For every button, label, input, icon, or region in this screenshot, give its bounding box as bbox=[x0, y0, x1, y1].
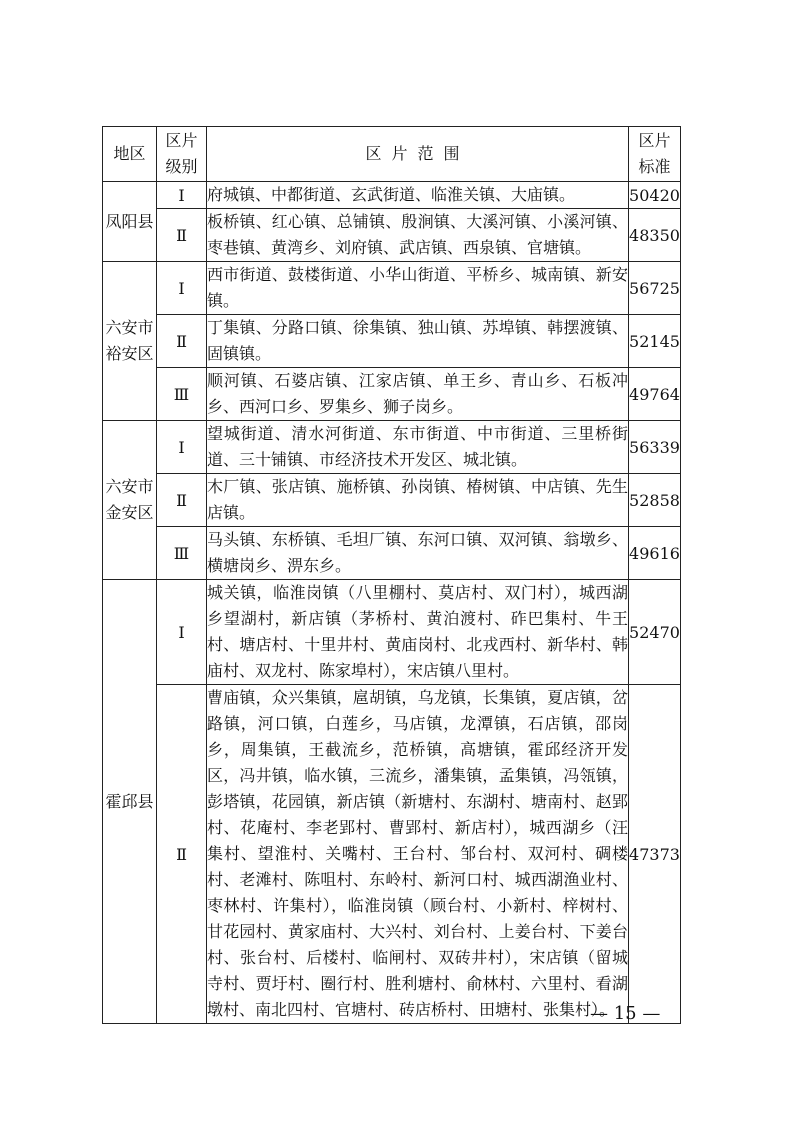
range-cell: 曹庙镇，众兴集镇，扈胡镇，乌龙镇，长集镇，夏店镇，岔路镇，河口镇，白莲乡，马店镇，龙潭镇，石店镇，邵岗乡，周集镇，王截流乡，范桥镇，高塘镇，霍邱经济开发区，冯井镇，临水镇，三流乡，潘集镇，孟集镇，冯瓴镇，彭塔镇，花园镇，新店镇（新塘村、东湖村、塘南村、赵郢村、花庵村、李老郢村、曹郢村、新店村），城西湖乡（汪集村、望淮村、关嘴村、王台村、邹台村、双河村、碉楼村、老滩村、陈咀村、东岭村、新河口村、城西湖渔业村、枣林村、许集村），临淮岗镇（顾台村、小新村、梓树村、甘花园村、黄家庙村、大兴村、刘台村、上姜台村、下姜台村、张台村、后楼村、临闸村、双砖井村），宋店镇（留城寺村、贾圩村、圈行村、胜利塘村、俞林村、六里村、看湖墩村、南北四村、官塘村、砖店桥村、田塘村、张集村）。 bbox=[207, 685, 629, 1024]
standard-cell: 52145 bbox=[629, 315, 681, 368]
table-header-row bbox=[103, 127, 681, 182]
header-region: 地区 bbox=[103, 127, 157, 182]
standard-cell: 48350 bbox=[629, 209, 681, 262]
level-cell: Ⅱ bbox=[157, 685, 207, 1024]
range-cell: 马头镇、东桥镇、毛坦厂镇、东河口镇、双河镇、翁墩乡、横塘岗乡、淠东乡。 bbox=[207, 527, 629, 580]
level-cell: Ⅰ bbox=[157, 580, 207, 685]
table-row bbox=[103, 527, 681, 580]
level-cell: Ⅱ bbox=[157, 209, 207, 262]
header-level: 区片 级别 bbox=[157, 127, 207, 182]
level-cell: Ⅰ bbox=[157, 182, 207, 209]
level-cell: Ⅰ bbox=[157, 421, 207, 474]
range-cell: 顺河镇、石婆店镇、江家店镇、单王乡、青山乡、石板冲乡、西河口乡、罗集乡、狮子岗乡。 bbox=[207, 368, 629, 421]
region-cell: 六安市 金安区 bbox=[103, 421, 157, 580]
level-cell: Ⅲ bbox=[157, 527, 207, 580]
table-row bbox=[103, 262, 681, 315]
range-cell: 望城街道、清水河街道、东市街道、中市街道、三里桥街道、三十铺镇、市经济技术开发区、城北镇。 bbox=[207, 421, 629, 474]
header-standard: 区片 标准 bbox=[629, 127, 681, 182]
standard-cell: 50420 bbox=[629, 182, 681, 209]
range-cell: 木厂镇、张店镇、施桥镇、孙岗镇、椿树镇、中店镇、先生店镇。 bbox=[207, 474, 629, 527]
standard-cell: 49616 bbox=[629, 527, 681, 580]
standard-cell: 56725 bbox=[629, 262, 681, 315]
level-cell: Ⅲ bbox=[157, 368, 207, 421]
range-cell: 板桥镇、红心镇、总铺镇、殷涧镇、大溪河镇、小溪河镇、枣巷镇、黄湾乡、刘府镇、武店镇、西泉镇、官塘镇。 bbox=[207, 209, 629, 262]
table-row bbox=[103, 368, 681, 421]
standard-cell: 56339 bbox=[629, 421, 681, 474]
land-price-table bbox=[102, 126, 681, 1024]
range-cell: 丁集镇、分路口镇、徐集镇、独山镇、苏埠镇、韩摆渡镇、固镇镇。 bbox=[207, 315, 629, 368]
standard-cell: 52858 bbox=[629, 474, 681, 527]
range-cell: 城关镇，临淮岗镇（八里棚村、莫店村、双门村），城西湖乡望湖村，新店镇（茅桥村、黄泊渡村、砟巴集村、牛王村、塘店村、十里井村、黄庙岗村、北戎西村、新华村、韩庙村、双龙村、陈家埠村），宋店镇八里村。 bbox=[207, 580, 629, 685]
region-cell: 霍邱县 bbox=[103, 580, 157, 1024]
table-row bbox=[103, 474, 681, 527]
region-cell: 六安市 裕安区 bbox=[103, 262, 157, 421]
level-cell: Ⅱ bbox=[157, 315, 207, 368]
standard-cell: 47373 bbox=[629, 685, 681, 1024]
table-row bbox=[103, 421, 681, 474]
level-cell: Ⅱ bbox=[157, 474, 207, 527]
standard-cell: 49764 bbox=[629, 368, 681, 421]
page-number: — 15 — bbox=[590, 1003, 661, 1024]
table-row bbox=[103, 209, 681, 262]
level-cell: Ⅰ bbox=[157, 262, 207, 315]
standard-cell: 52470 bbox=[629, 580, 681, 685]
region-cell: 凤阳县 bbox=[103, 182, 157, 262]
range-cell: 府城镇、中都街道、玄武街道、临淮关镇、大庙镇。 bbox=[207, 182, 629, 209]
table-row bbox=[103, 685, 681, 1024]
range-cell: 西市街道、鼓楼街道、小华山街道、平桥乡、城南镇、新安镇。 bbox=[207, 262, 629, 315]
table-row bbox=[103, 315, 681, 368]
header-range: 区片范围 bbox=[207, 127, 629, 182]
table-row bbox=[103, 182, 681, 209]
table-row bbox=[103, 580, 681, 685]
